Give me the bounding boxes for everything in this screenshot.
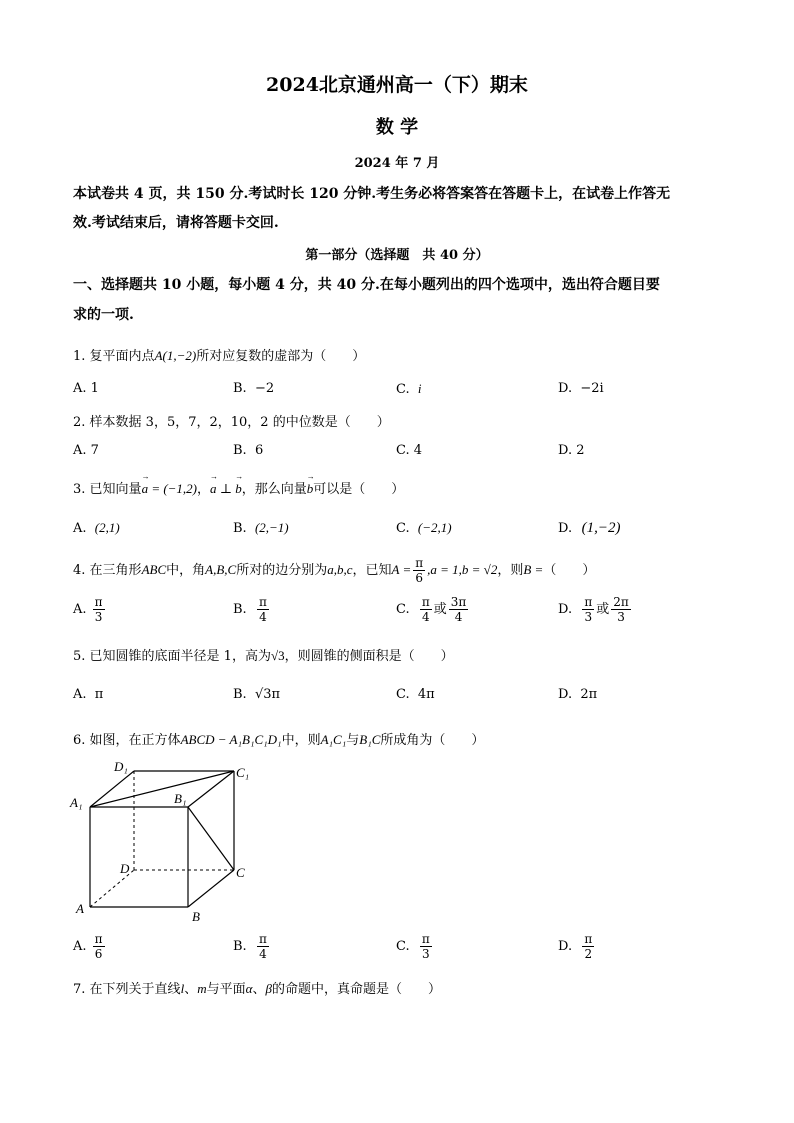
edge-b-c [188, 870, 234, 907]
diagonal-b1-c [188, 807, 234, 870]
q1-option-c[interactable]: C. i [396, 381, 422, 397]
q2-option-a[interactable]: A. 7 [73, 443, 99, 458]
q6-option-d[interactable]: D. $\frac{\pi}{2}$ [558, 932, 593, 961]
instructions-line-1: 本试卷共 4 页，共 150 分.考试时长 120 分钟.考生务必将答案答在答题卡上，在试卷上作答无 [73, 186, 671, 202]
q4-option-a[interactable]: A. $\frac{\pi}{3}$ [73, 595, 103, 624]
part1-heading: 第一部分（选择题 共 40 分） [305, 248, 489, 263]
q5-option-d[interactable]: D. 2π [558, 687, 598, 702]
q6-option-c[interactable]: C. $\frac{\pi}{3}$ [396, 932, 430, 961]
subject-title: 数 学 [375, 117, 419, 138]
cube-figure [68, 755, 268, 930]
question-4: 4. 在三角形ABC中，角A,B,C所对的边分别为a,b,c，已知A = $\frac{\pi}{6}$ ,a = 1,b = √2，则B =（ ） [73, 556, 596, 585]
question-7: 7. 在下列关于直线l、m与平面α、β的命题中，真命题是（ ） [73, 981, 441, 997]
label-b: B [192, 909, 200, 924]
q3-option-d[interactable]: D. (1,−2) [558, 520, 621, 536]
label-a1: A₁ [70, 795, 83, 810]
q5-option-b[interactable]: B. √3π [233, 687, 281, 702]
instructions-line-2: 效.考试结束后，请将答题卡交回. [73, 215, 279, 231]
question-number: 1. [73, 349, 86, 364]
q1-option-b[interactable]: B. −2 [233, 381, 275, 396]
question-1: 1. 复平面内点A(1,−2)所对应复数的虚部为（ ） [73, 348, 366, 364]
q2-option-d[interactable]: D. 2 [558, 443, 585, 458]
question-6: 6. 如图，在正方体ABCD − A₁B₁C₁D₁中，则A₁C₁与B₁C所成角为（ ） [73, 732, 485, 748]
q6-option-a[interactable]: A. $\frac{\pi}{6}$ [73, 932, 103, 961]
q1-option-d[interactable]: D. −2i [558, 381, 604, 396]
q5-option-c[interactable]: C. 4π [396, 687, 435, 702]
label-c1: C₁ [236, 765, 250, 780]
q2-option-c[interactable]: C. 4 [396, 443, 423, 458]
q3-option-c[interactable]: C. (−2,1) [396, 520, 452, 536]
part1-intro-line-2: 求的一项. [73, 307, 134, 323]
q2-option-b[interactable]: B. 6 [233, 443, 264, 458]
label-d: D [120, 861, 130, 876]
part1-intro-line-1: 一、选择题共 10 小题，每小题 4 分，共 40 分.在每小题列出的四个选项中，选出符合题目要 [73, 277, 660, 293]
label-b1: B₁ [174, 791, 187, 806]
exam-date: 2024 年 7 月 [354, 156, 440, 171]
question-2: 2. 样本数据 3，5，7，2，10，2 的中位数是（ ） [73, 415, 390, 430]
q5-option-a[interactable]: A. π [73, 687, 104, 702]
question-3: 3. 已知向量→ a = (−1,2)，→ a ⊥ → b，那么向量→ b可以是（ ） [73, 478, 404, 497]
q4-option-d[interactable]: D. $\frac{\pi}{3}$ 或 $\frac{2\pi}{3}$ [558, 595, 629, 624]
question-5: 5. 已知圆锥的底面半径是 1，高为√3，则圆锥的侧面积是（ ） [73, 648, 454, 664]
q3-option-a[interactable]: A. (2,1) [73, 520, 120, 536]
q6-option-b[interactable]: B. $\frac{\pi}{4}$ [233, 932, 267, 961]
label-a: A [76, 901, 84, 916]
q4-option-b[interactable]: B. $\frac{\pi}{4}$ [233, 595, 267, 624]
label-d1: D₁ [114, 759, 128, 774]
label-c: C [236, 865, 245, 880]
q1-option-a[interactable]: A. 1 [73, 381, 99, 396]
q4-option-c[interactable]: C. $\frac{\pi}{4}$ 或 $\frac{3\pi}{4}$ [396, 595, 467, 624]
q3-option-b[interactable]: B. (2,−1) [233, 520, 289, 536]
exam-title: 2024北京通州高一（下）期末 [266, 74, 528, 96]
